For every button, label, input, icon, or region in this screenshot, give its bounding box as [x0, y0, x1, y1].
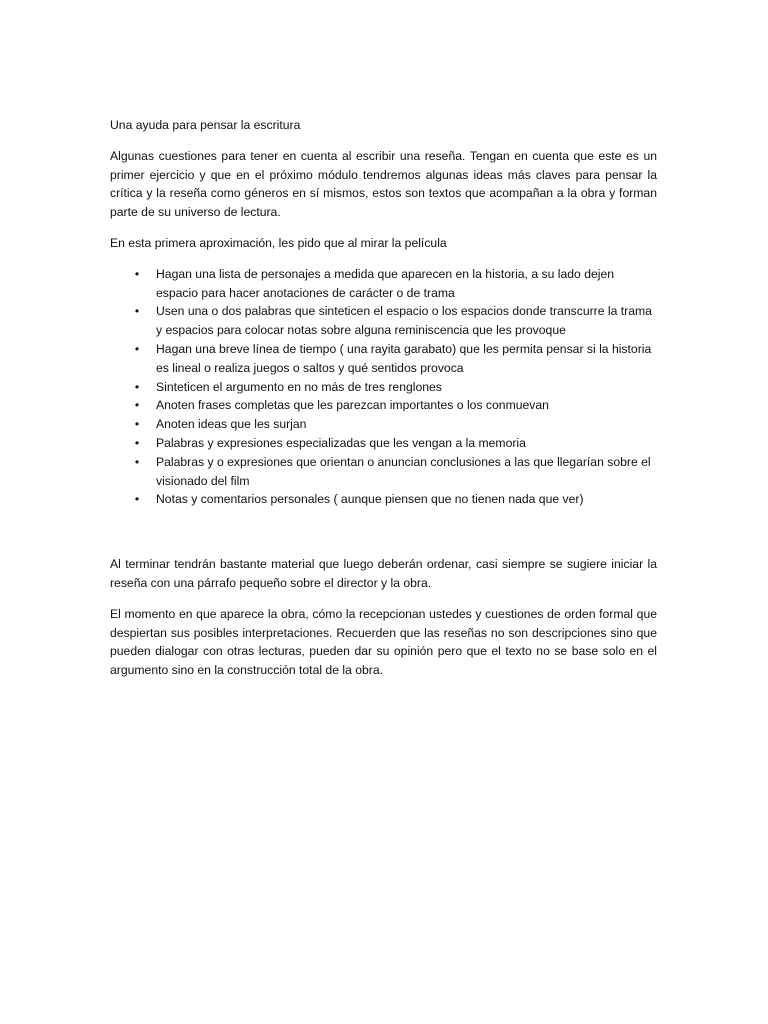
list-item-text: Palabras y expresiones especializadas que les vengan a la memoria: [156, 435, 526, 450]
list-item: [110, 490, 657, 509]
list-item-text: Palabras y o expresiones que orientan o anuncian conclusiones a las que llegarían sobre el visionado del film: [156, 454, 651, 488]
bullet-icon: •: [134, 454, 140, 469]
document-title: Una ayuda para pensar la escritura: [110, 118, 301, 132]
list-item: [110, 415, 657, 434]
document-page: [110, 116, 657, 692]
list-item: [110, 265, 657, 303]
bullet-icon: •: [134, 379, 140, 394]
instructions-list: [110, 265, 657, 509]
spacer: [110, 509, 657, 555]
intro-paragraph: Algunas cuestiones para tener en cuenta al escribir una reseña. Tengan en cuenta que este es un primer ejercicio y que en el próximo módulo tendremos algunas ideas más claves para pensar la crítica y la reseña como géneros en sí mismos, estos son textos que acompañan a la obra y forman parte de su universo de lectura.: [110, 148, 657, 220]
list-item-text: Hagan una lista de personajes a medida que aparecen en la historia, a su lado dejen espacio para hacer anotaciones de carácter o de trama: [156, 266, 615, 300]
list-item-text: Usen una o dos palabras que sinteticen el espacio o los espacios donde transcurre la trama y espacios para colocar notas sobre alguna reminiscencia que les provoque: [156, 304, 652, 338]
list-item: [110, 434, 657, 453]
list-item-text: Anoten ideas que les surjan: [156, 417, 307, 432]
bullet-icon: •: [134, 435, 140, 450]
bullet-icon: •: [134, 417, 140, 432]
list-item-text: Sinteticen el argumento en no más de tres renglones: [156, 379, 442, 394]
closing-paragraph: El momento en que aparece la obra, cómo la recepcionan ustedes y cuestiones de orden formal que despiertan sus posibles interpretaciones. Recuerden que las reseñas no son descripciones sino que pueden dialogar con otras lecturas, pueden dar su opinión pero que el texto no se base solo en el argumento sino en la construcción total de la obra.: [110, 606, 657, 678]
bullet-icon: •: [134, 266, 140, 281]
list-item-text: Hagan una breve línea de tiempo ( una rayita garabato) que les permita pensar si la historia es lineal o realiza juegos o saltos y qué sentidos provoca: [156, 341, 652, 375]
list-item-text: Notas y comentarios personales ( aunque piensen que no tienen nada que ver): [156, 492, 584, 507]
list-item: [110, 340, 657, 378]
conclusion-paragraph: Al terminar tendrán bastante material que luego deberán ordenar, casi siempre se sugiere iniciar la reseña con una párrafo pequeño sobre el director y la obra.: [110, 557, 657, 590]
list-item-text: Anoten frases completas que les parezcan importantes o los conmuevan: [156, 398, 549, 413]
list-item: [110, 302, 657, 340]
instructions-lead: En esta primera aproximación, les pido que al mirar la película: [110, 235, 447, 250]
bullet-icon: •: [134, 304, 140, 319]
list-item: [110, 378, 657, 397]
list-item: [110, 453, 657, 491]
bullet-icon: •: [134, 341, 140, 356]
bullet-icon: •: [134, 398, 140, 413]
bullet-icon: •: [134, 492, 140, 507]
list-item: [110, 396, 657, 415]
